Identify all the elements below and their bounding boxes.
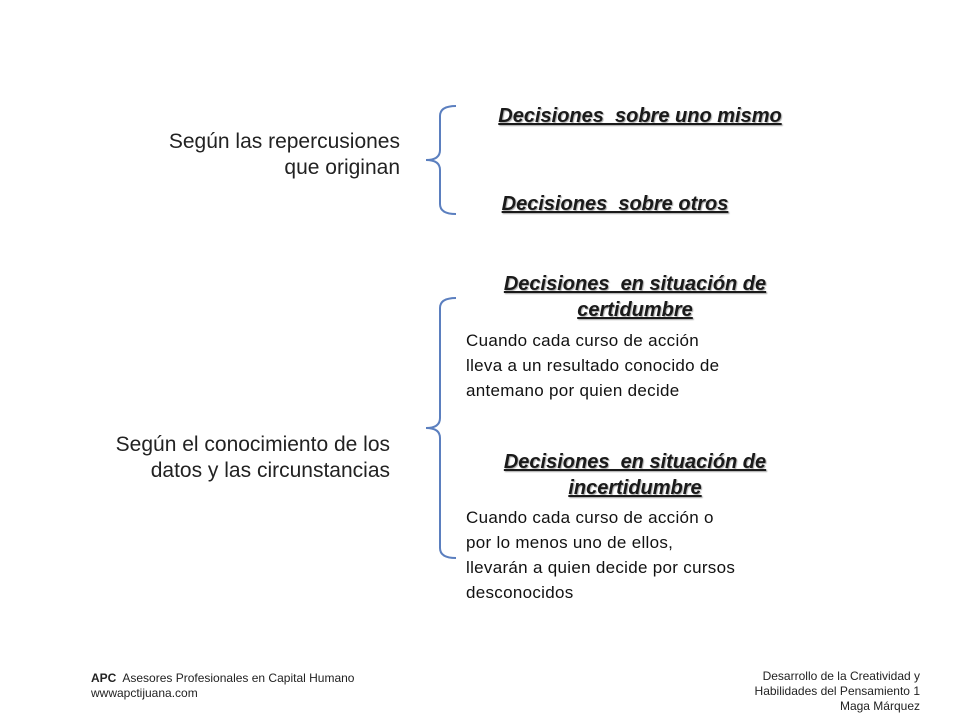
course-line: Maga Márquez <box>839 699 920 713</box>
decision-certidumbre-description: Cuando cada curso de acción lleva a un resultado conocido de antemano por quien decide <box>466 331 720 400</box>
decision-incertidumbre-title: Decisiones en situación de incertidumbre <box>503 451 767 499</box>
decision-certidumbre-title: Decisiones en situación de certidumbre <box>503 273 767 321</box>
category-line: datos y las circunstancias <box>150 459 390 482</box>
category-repercusiones <box>100 129 400 181</box>
footer-course-info <box>660 669 920 714</box>
course-line: Habilidades del Pensamiento 1 <box>754 684 920 698</box>
decision-sobre-uno-mismo-title: Decisiones sobre uno mismo <box>498 105 782 127</box>
course-line: Desarrollo de la Creatividad y <box>762 669 920 683</box>
category-conocimiento <box>60 432 390 484</box>
org-name: Asesores Profesionales en Capital Humano <box>116 671 355 685</box>
category-line: que originan <box>284 156 400 179</box>
org-abbreviation: APC <box>91 671 117 685</box>
footer-organization <box>91 671 411 701</box>
brace-group-2 <box>420 294 460 562</box>
org-website: wwwapctijuana.com <box>91 686 198 700</box>
decision-incertidumbre-description: Cuando cada curso de acción o por lo menos uno de ellos, llevarán a quien decide por cursos desconocidos <box>466 508 736 602</box>
decision-sobre-otros-title: Decisiones sobre otros <box>501 193 729 215</box>
category-line: Según las repercusiones <box>168 130 400 153</box>
category-line: Según el conocimiento de los <box>115 433 390 456</box>
